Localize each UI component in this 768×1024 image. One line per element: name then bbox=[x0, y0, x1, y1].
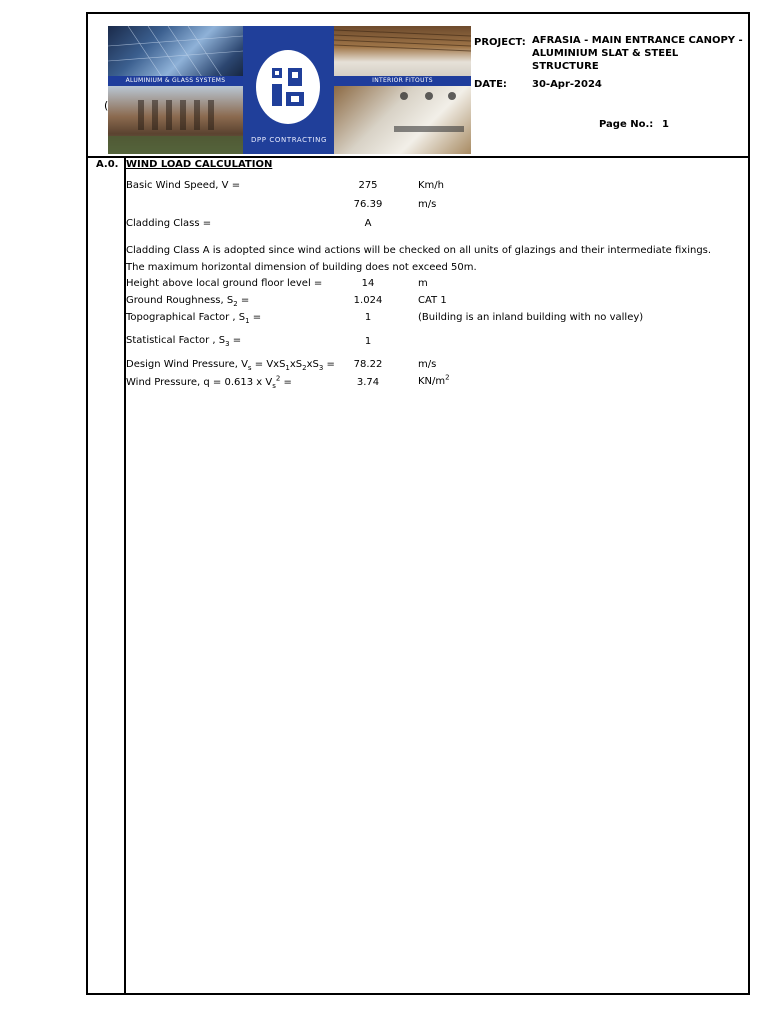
banner-caption-right: INTERIOR FITOUTS bbox=[334, 76, 471, 86]
page-label: Page No.: bbox=[599, 119, 654, 130]
building-photo bbox=[108, 86, 243, 154]
logo-block bbox=[292, 72, 298, 78]
subscript: 3 bbox=[318, 364, 324, 372]
section-title: WIND LOAD CALCULATION bbox=[126, 159, 273, 170]
subscript: 2 bbox=[302, 364, 307, 372]
cladding-note: Cladding Class A is adopted since wind actions will be checked on all units of glazings and their intermediate fixings. bbox=[126, 245, 712, 256]
superscript: 2 bbox=[275, 374, 281, 383]
ground-roughness-value: 1.024 bbox=[353, 295, 383, 306]
label-text: Design Wind Pressure, V bbox=[126, 359, 248, 370]
header-divider bbox=[88, 156, 748, 158]
page-number: 1 bbox=[662, 119, 669, 130]
superscript: 2 bbox=[445, 373, 450, 382]
dpp-logo-icon bbox=[256, 50, 320, 124]
basic-wind-speed-value: 275 bbox=[358, 180, 378, 191]
project-label: PROJECT: bbox=[474, 37, 526, 48]
calculation-sheet bbox=[86, 12, 750, 995]
label-text: = VxS bbox=[251, 359, 286, 370]
label-text: Ground Roughness, S bbox=[126, 295, 234, 306]
basic-wind-speed-ms-unit: m/s bbox=[418, 199, 437, 210]
subscript: 1 bbox=[285, 364, 290, 372]
building-grid-graphic bbox=[108, 86, 243, 154]
facade-photo bbox=[108, 26, 243, 86]
logo-block bbox=[275, 71, 279, 75]
topographical-value: 1 bbox=[364, 312, 372, 323]
label-text: xS bbox=[289, 359, 303, 370]
basic-wind-speed-ms-value: 76.39 bbox=[353, 199, 383, 210]
label-text: = bbox=[229, 335, 242, 346]
office-furniture-graphic bbox=[334, 86, 471, 154]
wind-pressure-label bbox=[126, 376, 292, 389]
ground-roughness-label bbox=[126, 294, 249, 307]
subscript: 1 bbox=[245, 317, 250, 325]
label-text: Wind Pressure, q = 0.613 x V bbox=[126, 377, 273, 388]
dimension-note: The maximum horizontal dimension of building does not exceed 50m. bbox=[126, 262, 477, 273]
project-line-1: AFRASIA - MAIN ENTRANCE CANOPY - bbox=[532, 35, 743, 46]
statistical-label bbox=[126, 334, 241, 347]
section-number: A.0. bbox=[96, 159, 119, 170]
design-wind-value: 78.22 bbox=[353, 359, 383, 370]
basic-wind-speed-unit: Km/h bbox=[418, 180, 445, 191]
logo-block bbox=[272, 84, 282, 106]
project-line-2: ALUMINIUM SLAT & STEEL STRUCTURE bbox=[532, 48, 679, 72]
label-text: = bbox=[280, 377, 292, 388]
height-unit: m bbox=[418, 278, 428, 289]
design-wind-unit: m/s bbox=[418, 359, 437, 370]
label-text: = bbox=[249, 312, 262, 323]
ground-roughness-unit: CAT 1 bbox=[418, 295, 447, 306]
cladding-class-value: A bbox=[364, 218, 372, 229]
date-label: DATE: bbox=[474, 79, 507, 90]
cladding-class-label: Cladding Class = bbox=[126, 218, 212, 229]
wind-pressure-value: 3.74 bbox=[356, 377, 380, 388]
label-text: = bbox=[323, 359, 335, 370]
subscript: s bbox=[272, 382, 276, 390]
banner-caption-left: ALUMINIUM & GLASS SYSTEMS bbox=[108, 76, 243, 86]
subscript: 2 bbox=[233, 300, 238, 308]
interior-photo bbox=[334, 26, 471, 86]
height-label: Height above local ground floor level = bbox=[126, 278, 323, 289]
subscript: 3 bbox=[225, 340, 230, 348]
stray-mark: ( bbox=[104, 99, 109, 112]
topographical-label bbox=[126, 311, 261, 324]
statistical-value: 1 bbox=[364, 336, 372, 347]
wind-pressure-unit bbox=[418, 375, 450, 388]
subscript: s bbox=[247, 364, 252, 372]
office-photo bbox=[334, 86, 471, 154]
label-text: = bbox=[237, 295, 250, 306]
label-text: Statistical Factor , S bbox=[126, 335, 226, 346]
company-name: DPP CONTRACTING bbox=[250, 136, 328, 144]
height-value: 14 bbox=[361, 278, 375, 289]
unit-text: KN/m bbox=[418, 376, 446, 387]
label-text: Topographical Factor , S bbox=[126, 312, 246, 323]
logo-block bbox=[291, 96, 299, 102]
date-value: 30-Apr-2024 bbox=[532, 79, 602, 90]
design-wind-label bbox=[126, 358, 335, 371]
company-banner bbox=[108, 26, 471, 154]
basic-wind-speed-label: Basic Wind Speed, V = bbox=[126, 180, 241, 191]
label-text: xS bbox=[306, 359, 319, 370]
topographical-note: (Building is an inland building with no valley) bbox=[418, 312, 644, 323]
